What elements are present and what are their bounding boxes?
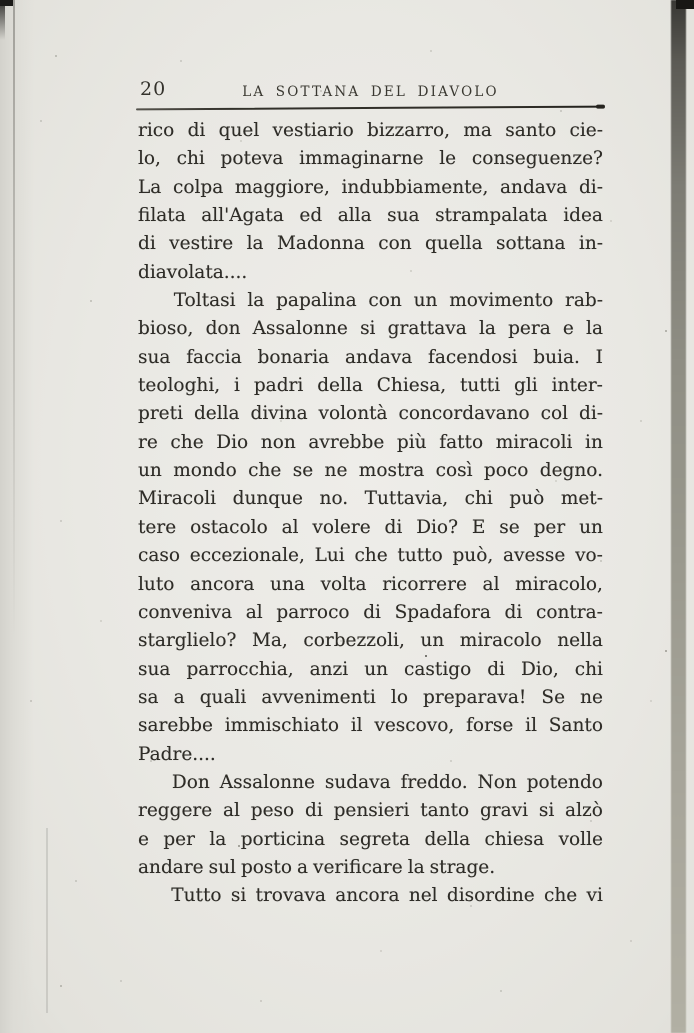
text-line: lo, chi poteva immaginarne le conseguenze?	[138, 148, 603, 170]
text-line: di vestire la Madonna con quella sottana in-	[138, 233, 603, 255]
text-line: luto ancora una volta ricorrere al miracolo,	[138, 573, 603, 595]
text-line: Toltasi la papalina con un movimento rab-	[138, 287, 603, 315]
text-line: sa a quali avvenimenti lo preparava! Se ne	[138, 686, 603, 708]
page-number: 20	[140, 78, 167, 100]
paragraph-indent	[138, 287, 162, 315]
scan-gutter-shadow-left	[0, 0, 34, 1033]
text-line: diavolata....	[138, 261, 248, 283]
text-line: teologhi, i padri della Chiesa, tutti gli inter-	[138, 375, 603, 397]
text-line: reggere al peso di pensieri tanto gravi si alzò	[138, 800, 603, 822]
paragraph-indent	[138, 882, 162, 910]
text-line: Tutto si trovava ancora nel disordine che vi	[138, 882, 603, 910]
text-line: Miracoli dunque no. Tuttavia, chi può met-	[138, 488, 603, 510]
text-line: Padre....	[138, 743, 216, 765]
text-line: caso eccezionale, Lui che tutto può, avesse vo-	[138, 545, 603, 567]
text-line: bioso, don Assalonne si grattava la pera e la	[138, 318, 603, 340]
text-line: La colpa maggiore, indubbiamente, andava di-	[138, 176, 603, 198]
scan-gutter-line	[46, 828, 48, 1013]
text-line: sua faccia bonaria andava facendosi buia. I	[138, 346, 603, 368]
text-line: sarebbe immischiato il vescovo, forse il Santo	[138, 715, 603, 737]
scan-corner-mark-top-left-tail	[0, 6, 5, 40]
text-line: sua parrocchia, anzi un castigo di Dio, chi	[138, 658, 603, 680]
text-line: re che Dio non avrebbe più fatto miracoli in	[138, 431, 603, 453]
scan-gutter-line	[13, 0, 15, 640]
text-block	[138, 117, 603, 911]
text-line: filata all'Agata ed alla sua strampalata idea	[138, 205, 603, 227]
text-line: conveniva al parroco di Spadafora di contra-	[138, 601, 603, 623]
text-line: un mondo che se ne mostra così poco degno.	[138, 460, 603, 482]
text-line: andare sul posto a verificare la strage.	[138, 856, 496, 878]
text-line: Don Assalonne sudava freddo. Non potendo	[138, 769, 603, 797]
text-line: rico di quel vestiario bizzarro, ma santo cie-	[138, 120, 603, 141]
text-line: e per la porticina segreta della chiesa volle	[138, 828, 603, 850]
scan-page-edge-right	[671, 0, 686, 1033]
text-line: tere ostacolo al volere di Dio? E se per un	[138, 516, 603, 538]
scan-corner-mark-top-right	[676, 0, 694, 9]
paragraph-indent	[138, 769, 162, 797]
text-line: preti della divina volontà concordavano col di-	[138, 403, 603, 425]
text-line: starglielo? Ma, corbezzoli, un miracolo nella	[138, 630, 603, 652]
running-title: LA SOTTANA DEL DIAVOLO	[242, 84, 499, 100]
